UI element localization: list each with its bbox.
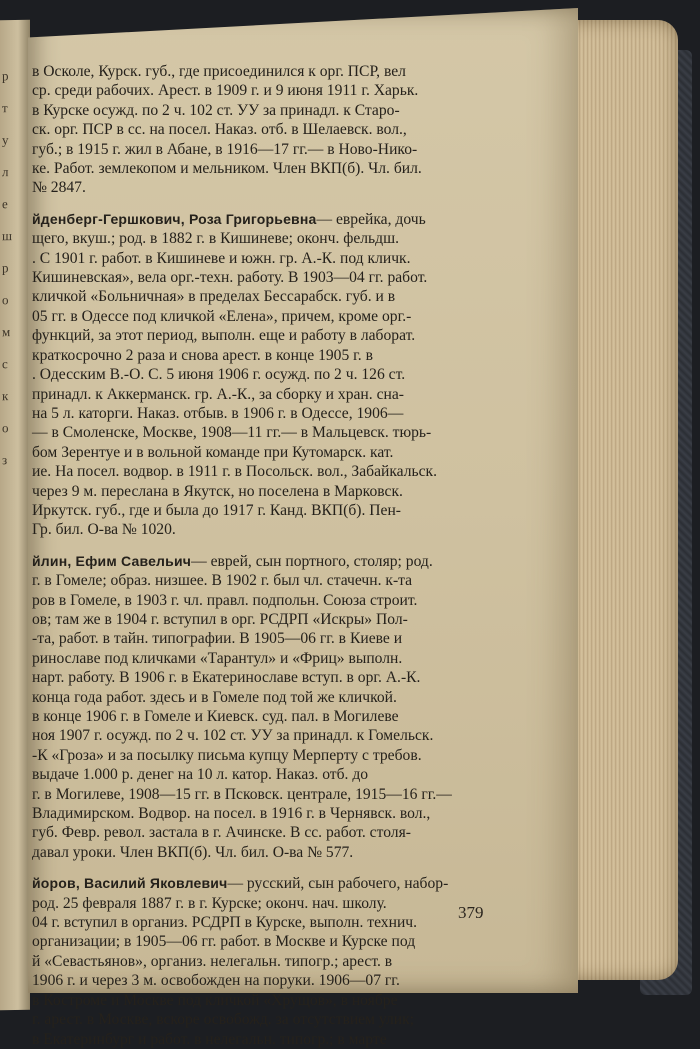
entry-1-line: Кишиневская», вела орг.-техн. работу. В 1903—04 гг. работ. bbox=[32, 269, 428, 287]
entry-1-line: . С 1901 г. работ. в Кишиневе и южн. гр. А.-К. под кличк. bbox=[32, 249, 411, 267]
entry-0-line: в Осколе, Курск. губ., где присоединился к орг. ПСР, вел bbox=[32, 63, 406, 80]
entry-2-line: ринославе под кличками «Тарантул» и «Фриц» выполн. bbox=[32, 649, 403, 667]
left-margin-fragment: ш bbox=[2, 228, 12, 244]
left-page-edge bbox=[0, 20, 30, 1011]
entry-3-line: в Екатеринбург и работ. в нелегальн. типогр.; в марте bbox=[32, 1030, 387, 1048]
entry-2-line: -К «Гроза» и за посылку письма купцу Мерперту с требов. bbox=[32, 746, 422, 764]
entry-2-line: ноя 1907 г. осужд. по 2 ч. 102 ст. УУ за принадл. к Гомельск. bbox=[32, 727, 434, 745]
entry-0-line: ке. Работ. землекопом и мельником. Член ВКП(б). Чл. бил. bbox=[32, 160, 422, 178]
entry-1-line: Гр. бил. О-ва № 1020. bbox=[32, 521, 176, 539]
left-margin-fragment: р bbox=[2, 68, 8, 84]
entry-3-line: 04 г. вступил в организ. РСДРП в Курске, выполн. технич. bbox=[32, 914, 418, 932]
entry-1 bbox=[32, 210, 552, 540]
left-margin-fragment: о bbox=[2, 420, 8, 436]
entry-2-line: в конце 1906 г. в Гомеле и Киевск. суд. пал. в Могилеве bbox=[32, 708, 399, 725]
left-margin-fragment: з bbox=[2, 452, 7, 468]
entry-1-line: на 5 л. каторги. Наказ. отбыв. в 1906 г. в Одессе, 1906— bbox=[32, 404, 404, 422]
entry-1-line: Иркутск. губ., где и была до 1917 г. Канд. ВКП(б). Пен- bbox=[32, 501, 401, 519]
left-margin-fragment: л bbox=[2, 164, 8, 180]
left-margin-fragment: к bbox=[2, 388, 8, 404]
entry-0-line: № 2847. bbox=[32, 179, 86, 197]
entry-3-line: г. арест. в Москве, вскоре освобожд. за отсутствием улик; bbox=[32, 1011, 414, 1029]
entry-1-line: ие. На посел. водвор. в 1911 г. в Посольск. вол., Забайкальск. bbox=[32, 463, 438, 481]
entry-3-heading: йоров, Василий Яковлевич bbox=[32, 875, 228, 892]
page-number: 379 bbox=[458, 903, 484, 922]
entry-2-line: выдаче 1.000 р. денег на 10 л. катор. Наказ. отб. до bbox=[32, 766, 369, 784]
entry-3-line: в Костроме и Москве под кличкой «Хрущов», в ноябре bbox=[32, 991, 398, 1009]
entry-3 bbox=[32, 874, 552, 1049]
page-text-column bbox=[32, 62, 552, 1049]
entry-1-line: — еврейка, дочь bbox=[316, 210, 426, 228]
entry-2-line: конца года работ. здесь и в Гомеле под той же кличкой. bbox=[32, 688, 397, 706]
entry-1-line: щего, вкуш.; род. в 1882 г. в Кишиневе; оконч. фельдш. bbox=[32, 230, 400, 248]
entry-1-line: краткосрочно 2 раза и снова арест. в конце 1905 г. в bbox=[32, 346, 373, 364]
entry-1-line: принадл. к Аккерманск. гр. А.-К., за сборку и хран. сна- bbox=[32, 385, 404, 403]
entry-1-heading: йденберг-Гершкович, Роза Григорьевна bbox=[32, 210, 317, 227]
entry-1-line: кличкой «Больничная» в пределах Бессарабск. губ. и в bbox=[32, 288, 396, 306]
entry-2-line: — еврей, сын портного, столяр; род. bbox=[191, 552, 433, 570]
entry-0-line: ср. среди рабочих. Арест. в 1909 г. и 9 июня 1911 г. Харьк. bbox=[32, 82, 419, 100]
left-margin-fragment: м bbox=[2, 324, 10, 340]
entry-2-line: давал уроки. Член ВКП(б). Чл. бил. О-ва № 577. bbox=[32, 843, 354, 861]
left-margin-fragment: у bbox=[2, 132, 8, 148]
entry-1-line: . Одесским В.-О. С. 5 июня 1906 г. осужд. по 2 ч. 126 ст. bbox=[32, 366, 406, 384]
entry-3-line: — русский, сын рабочего, набор- bbox=[227, 875, 449, 893]
entry-0-line: губ.; в 1915 г. жил в Абане, в 1916—17 гг.— в Ново-Нико- bbox=[32, 140, 418, 158]
entry-1-line: функций, за этот период, выполн. еще и работу в лаборат. bbox=[32, 327, 416, 345]
left-margin-fragment: с bbox=[2, 356, 7, 372]
entry-3-line: й «Севастьянов», организ. нелегальн. типогр.; арест. в bbox=[32, 952, 393, 970]
entry-3-line: 1906 г. и через 3 м. освобожден на поруки. 1906—07 гг. bbox=[32, 972, 400, 990]
entry-0-line: в Курске осужд. по 2 ч. 102 ст. УУ за принадл. к Старо- bbox=[32, 101, 400, 119]
entry-2-line: Владимирском. Водвор. на посел. в 1916 г. в Чернявск. вол., bbox=[32, 805, 431, 823]
entry-2-line: ов; там же в 1904 г. вступил в орг. РСДРП «Искры» Пол- bbox=[32, 610, 408, 628]
entry-1-line: — в Смоленске, Москве, 1908—11 гг.— в Мальцевск. тюрь- bbox=[32, 424, 432, 442]
entry-2-line: г. в Гомеле; образ. низшее. В 1902 г. был чл. стачечн. к-та bbox=[32, 572, 413, 590]
left-page-fragments bbox=[2, 60, 26, 476]
entry-3-line: род. 25 февраля 1887 г. в г. Курске; оконч. нач. школу. bbox=[32, 894, 387, 912]
entry-2-line: губ. Февр. револ. застала в г. Ачинске. В сс. работ. столя- bbox=[32, 824, 411, 842]
entry-0-line: ск. орг. ПСР в сс. на посел. Наказ. отб. в Шелаевск. вол., bbox=[32, 121, 407, 139]
left-margin-fragment: о bbox=[2, 292, 8, 308]
entry-1-line: 05 гг. в Одессе под кличкой «Елена», причем, кроме орг.- bbox=[32, 307, 412, 325]
entry-3-line: организации; в 1905—06 гг. работ. в Москве и Курске под bbox=[32, 933, 416, 951]
entry-2-line: -та, работ. в тайн. типографии. В 1905—06 гг. в Киеве и bbox=[32, 630, 403, 648]
entry-2-line: ров в Гомеле, в 1903 г. чл. правл. подпольн. Союза строит. bbox=[32, 591, 418, 609]
entry-2-line: г. в Могилеве, 1908—15 гг. в Псковск. централе, 1915—16 гг.— bbox=[32, 785, 452, 803]
entry-2 bbox=[32, 552, 552, 863]
entry-1-line: бом Зерентуе и в вольной команде при Кутомарск. кат. bbox=[32, 443, 394, 461]
left-margin-fragment: е bbox=[2, 196, 7, 212]
entry-1-line: через 9 м. переслана в Якутск, но поселена в Марковск. bbox=[32, 482, 403, 500]
entry-2-line: нарт. работу. В 1906 г. в Екатеринославе вступ. в орг. А.-К. bbox=[32, 669, 421, 687]
left-margin-fragment: р bbox=[2, 260, 8, 276]
entry-2-heading: йлин, Ефим Савельич bbox=[32, 552, 192, 569]
entry-0 bbox=[32, 62, 552, 198]
left-margin-fragment: т bbox=[2, 100, 7, 116]
